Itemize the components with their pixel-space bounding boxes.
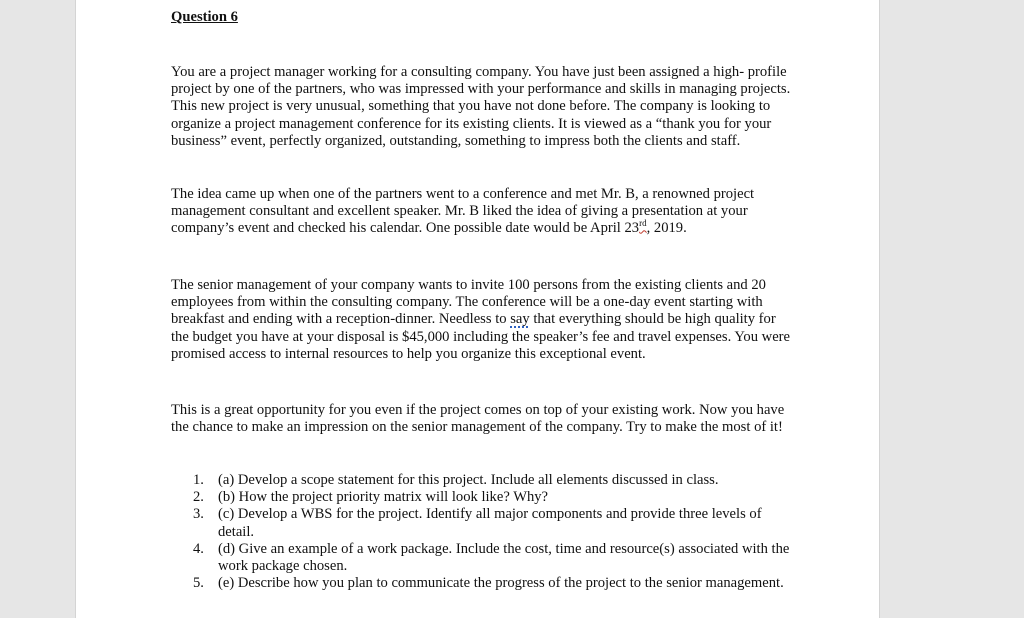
- task-text: (b) How the project priority matrix will look like? Why?: [218, 489, 549, 506]
- task-text: (d) Give an example of a work package. Include the cost, time and resource(s) associated with the work package chosen.: [218, 540, 790, 575]
- question-heading: Question 6: [171, 9, 238, 25]
- budget-paragraph: [171, 277, 796, 363]
- task-item-e: [171, 575, 796, 592]
- task-text: (c) Develop a WBS for the project. Identify all major components and provide three levels of detail.: [218, 506, 762, 540]
- intro-paragraph: You are a project manager working for a consulting company. You have just been assigned a high- profile project by one of the partners, who was impressed with your performance and skills in managing projects. This new project is very unusual, something that you have not done before. The company is looking to organize a project management conference for its existing clients. It is viewed as a “thank you for your business” event, perfectly organized, outstanding, something to impress both the clients and staff.: [171, 64, 791, 149]
- budget-paragraph-part1: The senior management of your company wants to invite 100 persons from the existing clients and 20 employees from within the consulting company. The conference will be a one-day event starting with breakfast and ending with a reception-dinner. Needless to: [171, 277, 766, 328]
- grammar-flag-say: say: [510, 311, 530, 328]
- speaker-paragraph-text: The idea came up when one of the partners went to a conference and met Mr. B, a renowned project management consultant and excellent speaker. Mr. B liked the idea of giving a presentation at your company’s event and checked his calendar. One possible date would be April 23: [171, 186, 755, 237]
- task-number: 3.: [193, 506, 204, 523]
- task-list: [171, 472, 796, 592]
- date-ordinal-superscript: rd: [639, 218, 647, 229]
- speaker-paragraph-end: , 2019.: [646, 220, 687, 237]
- task-item-c: [171, 506, 796, 540]
- task-number: 2.: [193, 489, 204, 506]
- task-text: (a) Develop a scope statement for this project. Include all elements discussed in class.: [218, 472, 719, 488]
- task-item-d: [171, 541, 796, 575]
- opportunity-paragraph: This is a great opportunity for you even if the project comes on top of your existing work. Now you have the chance to make an impression on the senior management of the company. Try to make the most of it!: [171, 402, 785, 436]
- task-item-b: [171, 489, 796, 506]
- speaker-paragraph: [171, 186, 796, 238]
- task-item-a: [171, 472, 796, 489]
- task-text: (e) Describe how you plan to communicate the progress of the project to the senior management.: [218, 575, 784, 592]
- budget-paragraph-part2: that everything should be high quality for the budget you have at your disposal is $45,000 including the speaker’s fee and travel expenses. You were promised access to internal resources to help you organize this exceptional event.: [171, 311, 791, 362]
- document-page: [75, 0, 880, 618]
- task-number: 5.: [193, 575, 204, 592]
- task-number: 1.: [193, 472, 204, 488]
- task-number: 4.: [193, 540, 204, 557]
